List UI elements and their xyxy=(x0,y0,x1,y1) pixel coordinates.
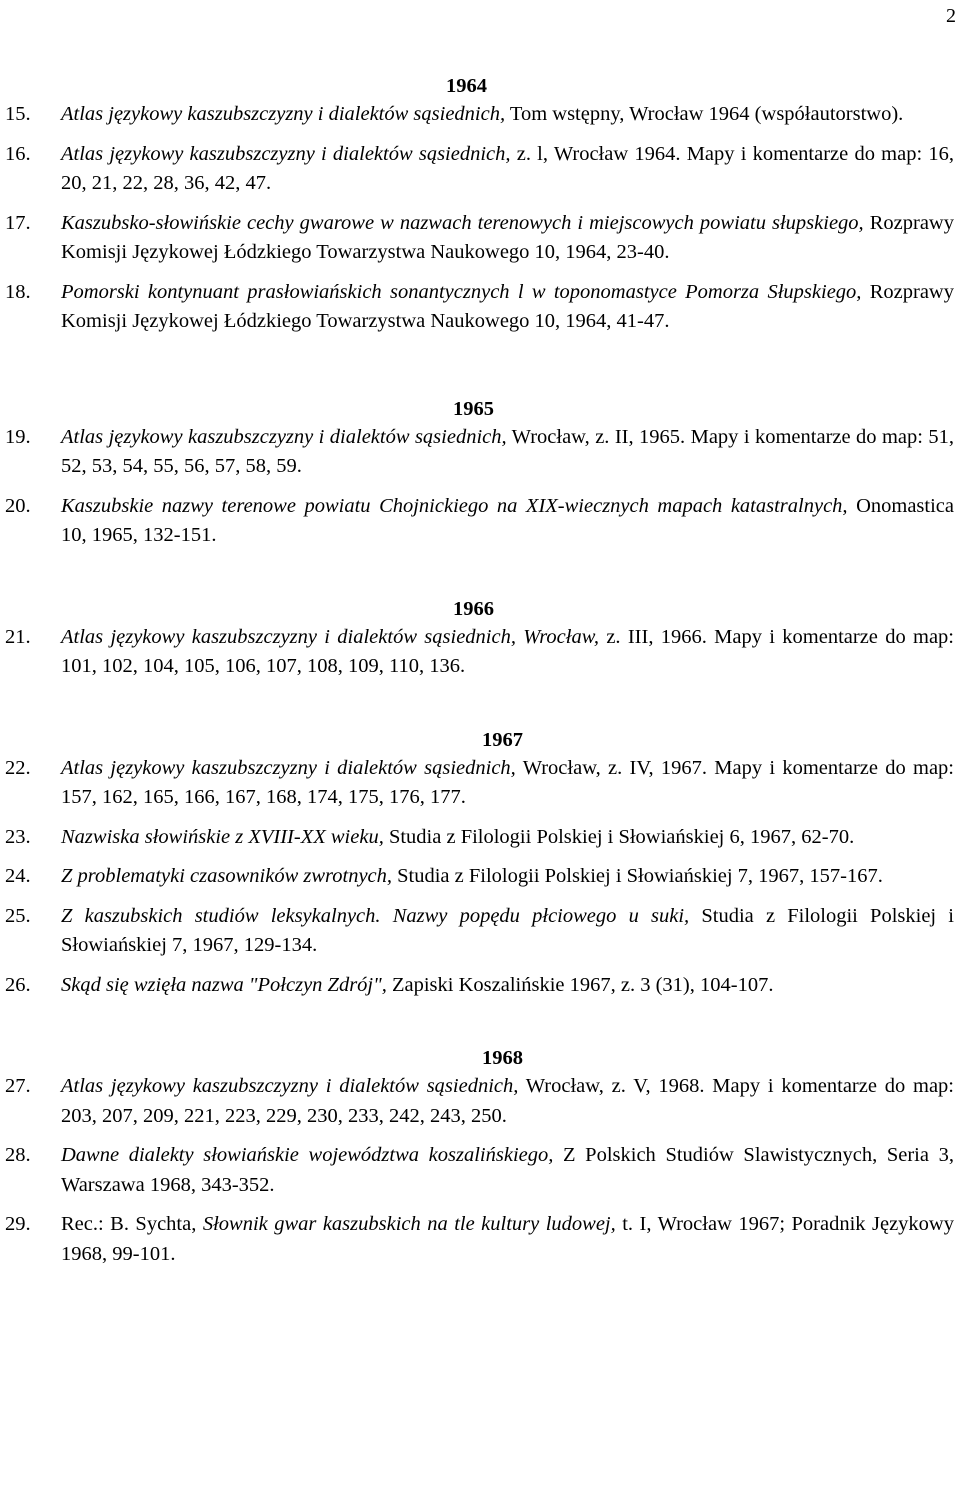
entry-title: Atlas językowy kaszubszczyzny i dialektów sąsiednich, xyxy=(61,103,506,125)
entry-text: t. I, Wrocław 1967; Poradnik Językowy 1968, 99-101. xyxy=(61,1213,954,1265)
entry-number: 20. xyxy=(5,494,31,517)
year-heading-text: 1965 xyxy=(453,397,494,420)
entry-text: z. III, 1966. Mapy i komentarze do map: 101, 102, 104, 105, 106, 107, 108, 109, 110, 136. xyxy=(61,625,954,677)
entry-number: 28. xyxy=(5,1144,31,1166)
bibliography xyxy=(0,72,960,1279)
year-heading xyxy=(0,395,960,423)
bibliography-entry xyxy=(0,623,960,682)
year-heading-text: 1968 xyxy=(482,1047,523,1069)
bibliography-entry xyxy=(0,1141,960,1200)
entry-title: Atlas językowy kaszubszczyzny i dialektów sąsiednich, xyxy=(61,142,511,165)
bibliography-entry xyxy=(0,209,960,268)
bibliography-entry xyxy=(0,754,960,813)
entry-text: Onomastica 10, 1965, 132-151. xyxy=(61,494,954,546)
entry-title: Skąd się wzięła nazwa "Połczyn Zdrój", xyxy=(61,973,387,996)
entry-text: z. l, Wrocław 1964. Mapy i komentarze do map: 16, 20, 21, 22, 28, 36, 42, 47. xyxy=(61,142,954,194)
year-heading xyxy=(0,595,960,623)
entry-number: 22. xyxy=(5,756,31,779)
entry-number: 16. xyxy=(5,142,31,165)
bibliography-entry xyxy=(0,100,960,130)
entry-text: Wrocław, z. IV, 1967. Mapy i komentarze do map: 157, 162, 165, 166, 167, 168, 174, 175, 176, 177. xyxy=(61,756,954,808)
entry-title: Atlas językowy kaszubszczyzny i dialektów sąsiednich, Wrocław, xyxy=(61,625,600,648)
entry-number: 23. xyxy=(5,825,31,848)
entry-text: Studia z Filologii Polskiej i Słowiańskiej 7, 1967, 129-134. xyxy=(61,904,955,956)
bibliography-entry xyxy=(0,140,960,199)
bibliography-entry xyxy=(0,902,960,961)
year-heading-text: 1964 xyxy=(446,75,487,97)
entry-number: 17. xyxy=(5,211,31,234)
entry-text: Rozprawy Komisji Językowej Łódzkiego Towarzystwa Naukowego 10, 1964, 23-40. xyxy=(61,211,954,263)
entry-text: Wrocław, z. II, 1965. Mapy i komentarze do map: 51, 52, 53, 54, 55, 56, 57, 58, 59. xyxy=(61,425,954,477)
year-heading-text: 1966 xyxy=(453,597,494,620)
entry-title: Atlas językowy kaszubszczyzny i dialektów sąsiednich, xyxy=(61,425,507,448)
entry-title: Nazwiska słowińskie z XVIII-XX wieku, xyxy=(61,825,384,848)
entry-number: 24. xyxy=(5,865,31,887)
entry-title: Dawne dialekty słowiańskie województwa koszalińskiego, xyxy=(61,1144,554,1166)
entry-number: 18. xyxy=(5,280,31,303)
entry-text: Wrocław, z. V, 1968. Mapy i komentarze do map: 203, 207, 209, 221, 223, 229, 230, 233, 242, 243, 250. xyxy=(61,1075,955,1127)
year-section xyxy=(0,1044,960,1269)
entry-title: Z kaszubskich studiów leksykalnych. Nazwy popędu płciowego u suki, xyxy=(61,904,690,927)
entry-title: Z problematyki czasowników zwrotnych, xyxy=(61,865,393,887)
bibliography-entry xyxy=(0,1072,960,1131)
entry-number: 25. xyxy=(5,904,31,927)
entry-number: 29. xyxy=(5,1213,31,1235)
entry-title: Pomorski kontynuant prasłowiańskich sonantycznych l w toponomastyce Pomorza Słupskiego, xyxy=(61,280,862,303)
entry-title: Kaszubskie nazwy terenowe powiatu Chojnickiego na XIX-wiecznych mapach katastralnych, xyxy=(61,494,848,517)
entry-number: 21. xyxy=(5,625,31,648)
entry-title: Kaszubsko-słowińskie cechy gwarowe w nazwach terenowych i miejscowych powiatu słupskiego, xyxy=(61,211,864,234)
year-section xyxy=(0,72,960,337)
entry-text: Zapiski Koszalińskie 1967, z. 3 (31), 104-107. xyxy=(386,973,774,996)
entry-number: 15. xyxy=(5,103,31,125)
year-heading xyxy=(0,1044,960,1072)
entry-text: Z Polskich Studiów Slawistycznych, Seria 3, Warszawa 1968, 343-352. xyxy=(61,1144,954,1196)
entry-number: 19. xyxy=(5,425,31,448)
year-heading xyxy=(0,726,960,754)
bibliography-entry xyxy=(0,823,960,853)
entry-title: Atlas językowy kaszubszczyzny i dialektów sąsiednich, xyxy=(61,756,516,779)
year-section xyxy=(0,726,960,1001)
page-number: 2 xyxy=(946,5,956,27)
entry-text: Studia z Filologii Polskiej i Słowiańskiej 7, 1967, 157-167. xyxy=(392,865,883,887)
entry-text: Studia z Filologii Polskiej i Słowiańskiej 6, 1967, 62-70. xyxy=(383,825,855,848)
entry-text: Rec.: B. Sychta, xyxy=(61,1213,203,1235)
entry-text: Tom wstępny, Wrocław 1964 (współautorstwo). xyxy=(505,103,904,125)
bibliography-entry xyxy=(0,492,960,551)
entry-title: Słownik gwar kaszubskich na tle kultury ludowej, xyxy=(202,1213,616,1235)
bibliography-entry xyxy=(0,278,960,337)
bibliography-entry xyxy=(0,1210,960,1269)
entry-text: Rozprawy Komisji Językowej Łódzkiego Towarzystwa Naukowego 10, 1964, 41-47. xyxy=(61,280,954,332)
entry-number: 27. xyxy=(5,1075,31,1097)
bibliography-entry xyxy=(0,971,960,1001)
bibliography-entry xyxy=(0,862,960,892)
bibliography-entry xyxy=(0,423,960,482)
year-section xyxy=(0,595,960,682)
year-heading xyxy=(0,72,960,100)
year-heading-text: 1967 xyxy=(482,728,523,751)
year-section xyxy=(0,395,960,551)
entry-title: Atlas językowy kaszubszczyzny i dialektów sąsiednich, xyxy=(61,1075,519,1097)
entry-number: 26. xyxy=(5,973,31,996)
